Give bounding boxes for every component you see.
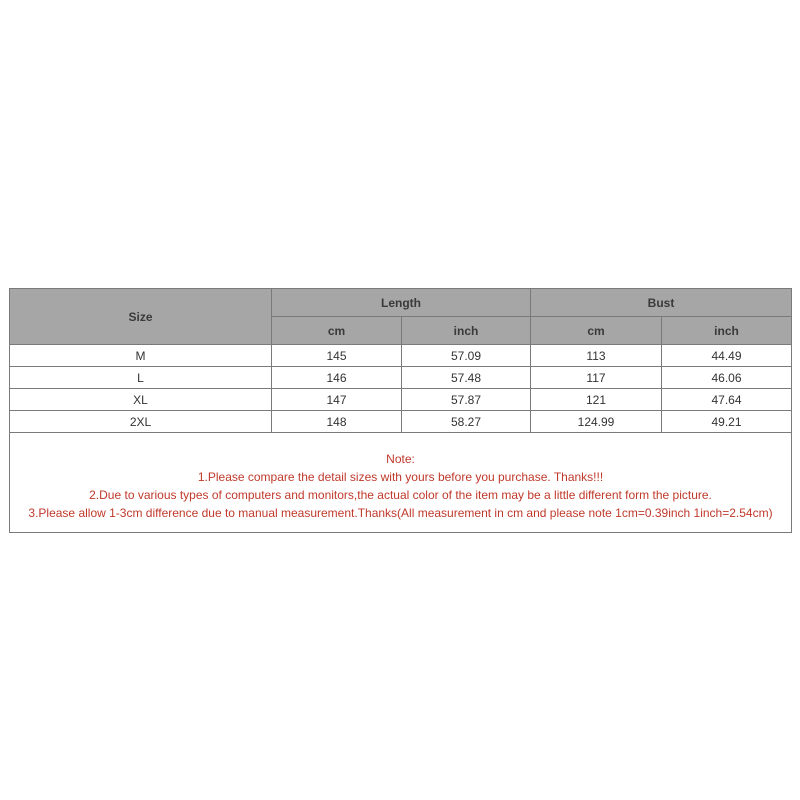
length-inch-cell: 58.27	[402, 411, 531, 433]
length-cm-cell: 148	[272, 411, 402, 433]
length-inch-header: inch	[402, 317, 531, 345]
length-cm-cell: 145	[272, 345, 402, 367]
size-cell: XL	[10, 389, 272, 411]
length-cm-cell: 147	[272, 389, 402, 411]
header-row	[10, 289, 792, 317]
bust-cm-cell: 121	[531, 389, 662, 411]
note-line-3: 3.Please allow 1-3cm difference due to manual measurement.Thanks(All measurement in cm and please note 1cm=0.39inch 1inch=2.54cm)	[28, 505, 773, 520]
bust-header: Bust	[531, 289, 792, 317]
note-line-1: 1.Please compare the detail sizes with yours before you purchase. Thanks!!!	[197, 469, 604, 484]
length-header: Length	[272, 289, 531, 317]
bust-inch-cell: 44.49	[662, 345, 792, 367]
size-chart-table	[9, 288, 792, 533]
bust-inch-cell: 49.21	[662, 411, 792, 433]
size-header: Size	[10, 289, 272, 345]
bust-inch-cell: 46.06	[662, 367, 792, 389]
table-row	[10, 389, 792, 411]
table-row	[10, 411, 792, 433]
length-inch-cell: 57.48	[402, 367, 531, 389]
table-row	[10, 345, 792, 367]
table-row	[10, 367, 792, 389]
length-inch-cell: 57.87	[402, 389, 531, 411]
size-cell: M	[10, 345, 272, 367]
note-title: Note:	[386, 451, 415, 466]
bust-cm-cell: 113	[531, 345, 662, 367]
notes-block	[10, 433, 792, 533]
note-line-2: 2.Due to various types of computers and monitors,the actual color of the item may be a little different form the picture.	[89, 487, 712, 502]
bust-inch-cell: 47.64	[662, 389, 792, 411]
length-cm-cell: 146	[272, 367, 402, 389]
size-cell: L	[10, 367, 272, 389]
bust-cm-cell: 124.99	[531, 411, 662, 433]
bust-cm-header: cm	[531, 317, 662, 345]
bust-inch-header: inch	[662, 317, 792, 345]
length-inch-cell: 57.09	[402, 345, 531, 367]
length-cm-header: cm	[272, 317, 402, 345]
bust-cm-cell: 117	[531, 367, 662, 389]
notes-row	[10, 433, 792, 533]
size-cell: 2XL	[10, 411, 272, 433]
